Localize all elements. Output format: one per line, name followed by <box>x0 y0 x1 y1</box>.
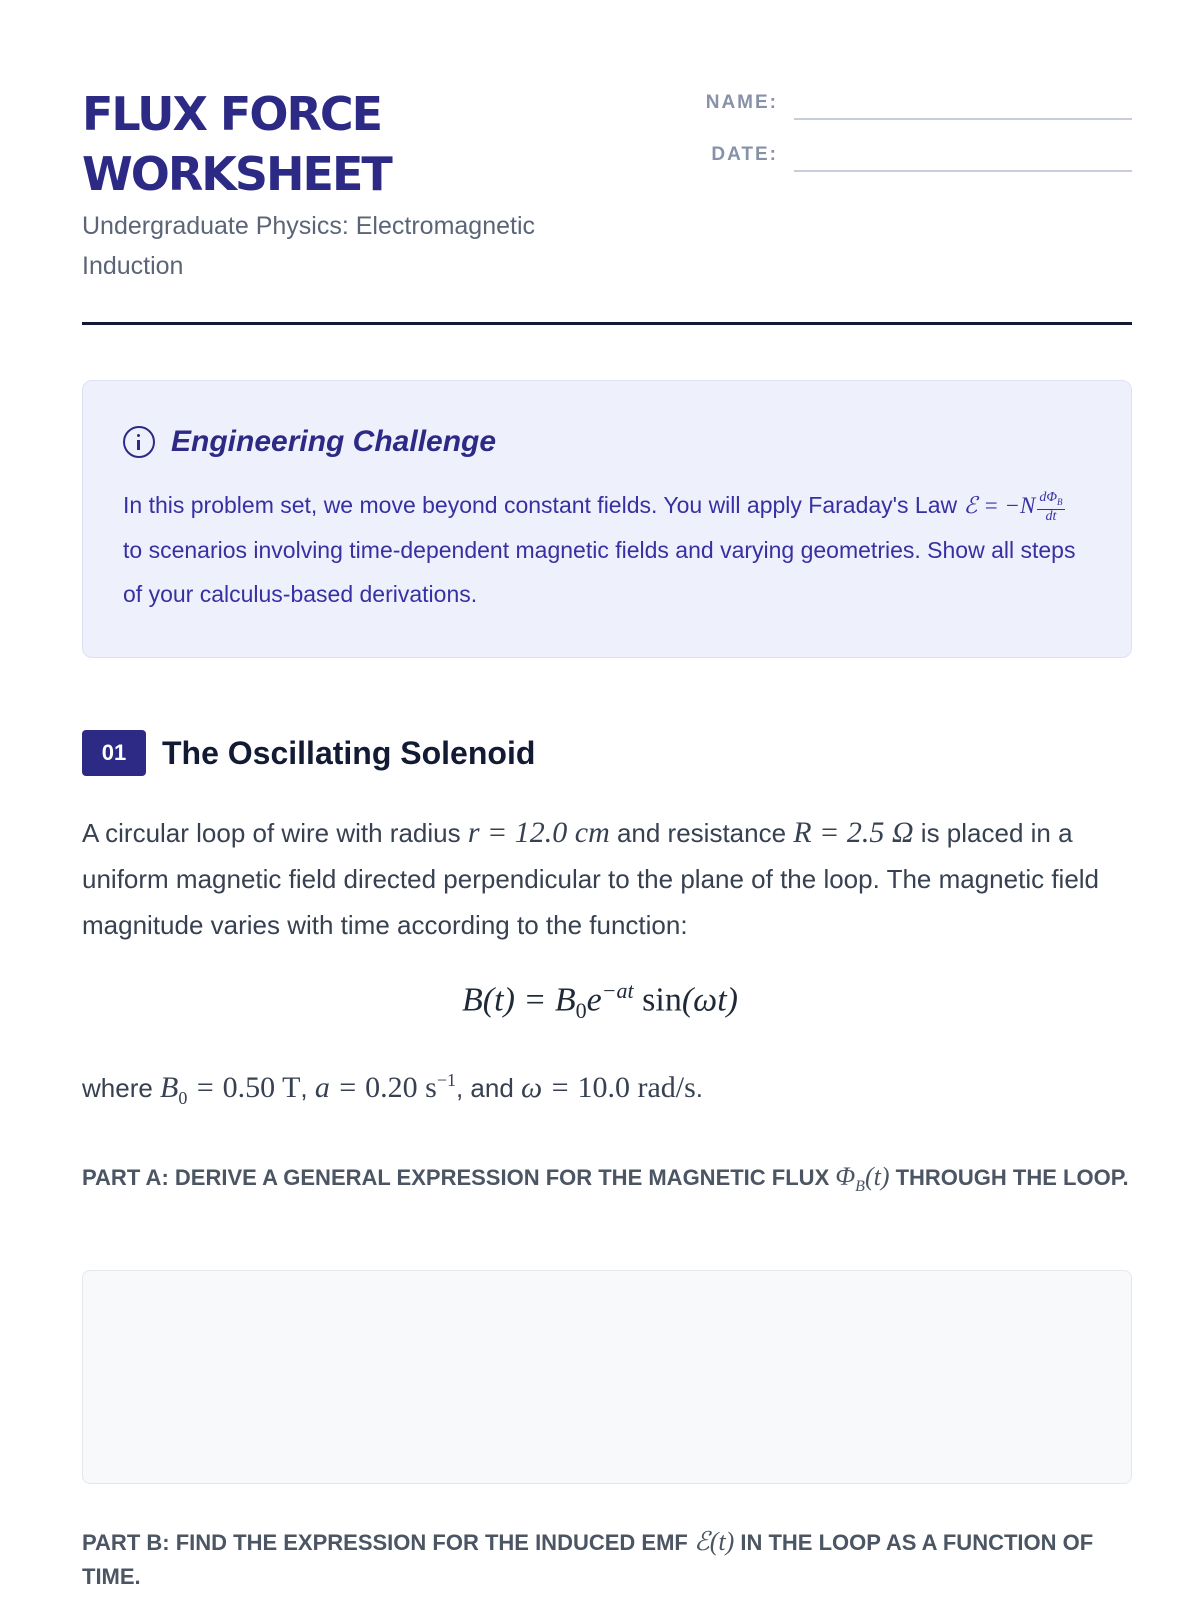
name-field-row <box>702 84 1132 120</box>
omega-value: ω = 10.0 rad/s <box>521 1071 696 1104</box>
problem-text-2: and resistance <box>609 818 794 848</box>
faraday-law-formula: ℰ = −N $\frac{d\Phi_B}{dt}$ <box>963 490 1063 525</box>
name-field[interactable] <box>794 84 1132 120</box>
info-text-before: In this problem set, we move beyond constant fields. You will apply Faraday's Law <box>123 492 964 518</box>
worksheet-title: FLUX FORCE WORKSHEET <box>82 87 391 201</box>
part-b-text-after: IN THE LOOP AS A FUNCTION OF TIME. <box>82 1530 1094 1589</box>
where-and: , and <box>455 1073 522 1103</box>
resistance-value: R = 2.5 Ω <box>793 816 914 849</box>
student-fields <box>702 84 1132 188</box>
part-b-prompt <box>82 1525 1142 1594</box>
info-circle-icon <box>123 426 155 458</box>
info-callout-header <box>123 421 1091 463</box>
header-divider <box>82 322 1132 325</box>
part-b-text-before: PART B: FIND THE EXPRESSION FOR THE INDUCED EMF <box>82 1530 694 1555</box>
part-a-prompt <box>82 1160 1142 1204</box>
where-prefix: where <box>82 1073 161 1103</box>
info-callout-text <box>123 483 1091 616</box>
worksheet-subtitle: Undergraduate Physics: Electromagnetic Induction <box>82 212 536 280</box>
date-field-row <box>702 136 1132 172</box>
radius-value: r = 12.0 cm <box>467 816 610 849</box>
field-equation: $B(t) = B_0e^{-at}$ sin(ωt) <box>462 978 738 1024</box>
problem-text-1: A circular loop of wire with radius <box>82 818 468 848</box>
constants-line <box>82 1070 703 1109</box>
part-a-answer-box[interactable] <box>82 1270 1132 1484</box>
b0-value: $B_0 = 0.50$ T <box>160 1071 301 1108</box>
info-callout-title: Engineering Challenge <box>171 425 497 458</box>
emf-symbol: ℰ(t) <box>693 1527 735 1556</box>
info-callout <box>82 380 1132 658</box>
info-text-after: to scenarios involving time-dependent magnetic fields and varying geometries. Show all steps of your calculus-based derivations. <box>123 537 1076 607</box>
worksheet-header <box>82 84 1132 324</box>
flux-symbol: $\Phi_B(t)$ <box>835 1162 890 1196</box>
problem-header <box>82 730 535 776</box>
problem-title: The Oscillating Solenoid <box>162 734 536 771</box>
name-label: NAME: <box>705 92 778 113</box>
a-value: a = 0.20 $s^{-1}$ <box>314 1070 456 1104</box>
where-end: . <box>695 1073 704 1103</box>
where-comma: , <box>300 1073 315 1103</box>
problem-statement <box>82 810 1142 948</box>
problem-text-3: is placed in a uniform magnetic field directed perpendicular to the plane of the loop. The magnetic field magnitude varies with time according to the function: <box>82 818 1100 940</box>
part-a-text-before: PART A: DERIVE A GENERAL EXPRESSION FOR THE MAGNETIC FLUX <box>82 1165 836 1190</box>
date-field[interactable] <box>794 136 1132 172</box>
part-a-text-after: THROUGH THE LOOP. <box>889 1165 1129 1190</box>
date-label: DATE: <box>711 144 778 165</box>
problem-number-badge: 01 <box>82 730 146 776</box>
